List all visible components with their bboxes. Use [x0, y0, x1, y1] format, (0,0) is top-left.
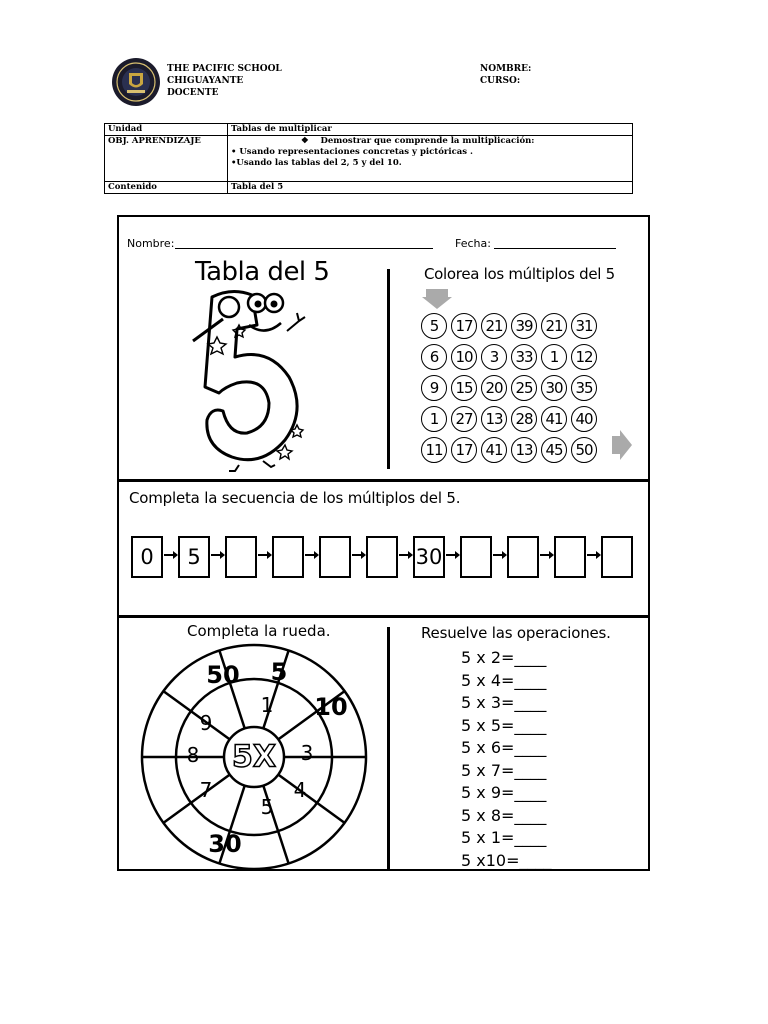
number-circle[interactable]: 15 — [451, 375, 477, 401]
wheel-center-label: 5X — [231, 739, 277, 775]
number-circle[interactable]: 13 — [511, 437, 537, 463]
mascot-five-icon — [177, 285, 327, 475]
sequence-title: Completa la secuencia de los múltiplos del 5. — [129, 489, 461, 507]
sequence-box[interactable] — [225, 536, 257, 578]
sequence-box[interactable] — [366, 536, 398, 578]
arrow-right-icon — [164, 554, 175, 556]
operation-item[interactable]: 5 x 8=____ — [461, 805, 547, 825]
arrow-right-icon — [446, 554, 457, 556]
school-name: THE PACIFIC SCHOOL — [167, 64, 282, 74]
wheel-inner-number: 1 — [260, 693, 274, 717]
number-circle[interactable]: 21 — [481, 313, 507, 339]
number-circle[interactable]: 12 — [571, 344, 597, 370]
obj-line-2: • Usando representaciones concretas y pictóricas . — [231, 147, 473, 157]
contenido-value: Tabla del 5 — [228, 182, 633, 194]
name-label: NOMBRE: — [480, 64, 532, 74]
table-row — [105, 136, 633, 182]
arrow-right-icon — [540, 554, 551, 556]
unidad-value: Tablas de multiplicar — [228, 124, 633, 136]
operation-item[interactable]: 5 x 7=____ — [461, 760, 547, 780]
contenido-label: Contenido — [105, 182, 228, 194]
number-circle[interactable]: 17 — [451, 313, 477, 339]
wheel-title: Completa la rueda. — [187, 622, 331, 640]
nombre-line[interactable] — [175, 248, 433, 249]
wheel-inner-number: 9 — [199, 711, 213, 735]
arrow-right-icon — [399, 554, 410, 556]
fecha-label: Fecha: — [455, 237, 491, 250]
operation-item[interactable]: 5 x 4=____ — [461, 670, 547, 690]
number-circle[interactable]: 28 — [511, 406, 537, 432]
operation-item[interactable]: 5 x 3=____ — [461, 693, 547, 712]
school-crest-icon — [111, 57, 161, 107]
arrow-right-icon — [352, 554, 363, 556]
obj-label: OBJ. APRENDIZAJE — [105, 136, 228, 182]
worksheet-title: Tabla del 5 — [195, 257, 330, 287]
number-circle[interactable]: 40 — [571, 406, 597, 432]
table-row — [105, 182, 633, 194]
operation-item[interactable]: 5 x 9=____ — [461, 783, 547, 802]
fecha-line[interactable] — [494, 248, 616, 249]
number-circle[interactable]: 17 — [451, 437, 477, 463]
number-circle[interactable]: 6 — [421, 344, 447, 370]
wheel-spoke — [163, 691, 229, 739]
wheel-inner-number: 7 — [199, 778, 213, 802]
ops-title: Resuelve las operaciones. — [421, 624, 611, 642]
number-circle[interactable]: 21 — [541, 313, 567, 339]
obj-line-1: Demostrar que comprende la multiplicación: — [320, 136, 535, 146]
arrow-right-icon — [612, 430, 632, 460]
wheel-outer-number: 10 — [314, 693, 348, 721]
number-circle[interactable]: 5 — [421, 313, 447, 339]
number-circle[interactable]: 45 — [541, 437, 567, 463]
number-circle[interactable]: 31 — [571, 313, 597, 339]
number-circle[interactable]: 1 — [421, 406, 447, 432]
wheel-spoke — [163, 775, 229, 823]
worksheet — [117, 215, 650, 871]
number-circle[interactable]: 41 — [481, 437, 507, 463]
number-circle[interactable]: 25 — [511, 375, 537, 401]
operation-item[interactable]: 5 x 5=____ — [461, 715, 547, 735]
sequence-box[interactable] — [272, 536, 304, 578]
wheel-outer-number: 30 — [208, 830, 242, 858]
sequence-box[interactable]: 0 — [131, 536, 163, 578]
operation-item[interactable]: 5 x 2=____ — [461, 648, 547, 667]
wheel-inner-number: 8 — [186, 743, 200, 767]
arrow-down-icon — [422, 289, 452, 309]
operation-item[interactable]: 5 x 1=____ — [461, 828, 547, 847]
wheel-spoke — [278, 775, 344, 823]
course-label: CURSO: — [480, 76, 521, 86]
sequence-box[interactable] — [601, 536, 633, 578]
number-circle[interactable]: 50 — [571, 437, 597, 463]
arrow-right-icon — [493, 554, 504, 556]
wheel-inner-number: 4 — [293, 778, 307, 802]
sequence-box[interactable] — [460, 536, 492, 578]
school-city: CHIGUAYANTE — [167, 76, 244, 86]
number-circle[interactable]: 9 — [421, 375, 447, 401]
arrow-right-icon — [587, 554, 598, 556]
number-circle[interactable]: 30 — [541, 375, 567, 401]
arrow-right-icon — [258, 554, 269, 556]
number-circle[interactable]: 27 — [451, 406, 477, 432]
sequence-box[interactable]: 5 — [178, 536, 210, 578]
number-circle[interactable]: 35 — [571, 375, 597, 401]
teacher-label: DOCENTE — [167, 88, 219, 98]
unidad-label: Unidad — [105, 124, 228, 136]
number-circle[interactable]: 33 — [511, 344, 537, 370]
operation-item[interactable]: 5 x 6=____ — [461, 738, 547, 757]
arrow-right-icon — [211, 554, 222, 556]
number-circle[interactable]: 20 — [481, 375, 507, 401]
nombre-label: Nombre: — [127, 237, 175, 250]
wheel-inner-number: 5 — [260, 795, 274, 819]
info-table — [104, 123, 633, 194]
number-circle[interactable]: 1 — [541, 344, 567, 370]
sequence-box[interactable] — [554, 536, 586, 578]
obj-value — [228, 136, 633, 182]
arrow-right-icon — [305, 554, 316, 556]
number-circle[interactable]: 11 — [421, 437, 447, 463]
obj-line-3: •Usando las tablas del 2, 5 y del 10. — [231, 158, 402, 168]
number-circle[interactable]: 13 — [481, 406, 507, 432]
sequence-box[interactable]: 30 — [413, 536, 445, 578]
table-row — [105, 124, 633, 136]
wheel-outer-number: 5 — [270, 658, 288, 686]
wheel-inner-number: 3 — [300, 741, 314, 765]
diamond-bullet-icon: ❖ — [301, 136, 309, 146]
operation-item[interactable]: 5 x10=____ — [461, 850, 552, 870]
number-circle[interactable]: 3 — [481, 344, 507, 370]
wheel-outer-number: 50 — [206, 661, 240, 689]
sequence-box[interactable] — [319, 536, 351, 578]
sequence-box[interactable] — [507, 536, 539, 578]
number-circle[interactable]: 41 — [541, 406, 567, 432]
color-title: Colorea los múltiplos del 5 — [424, 265, 615, 283]
number-circle[interactable]: 10 — [451, 344, 477, 370]
number-circle[interactable]: 39 — [511, 313, 537, 339]
